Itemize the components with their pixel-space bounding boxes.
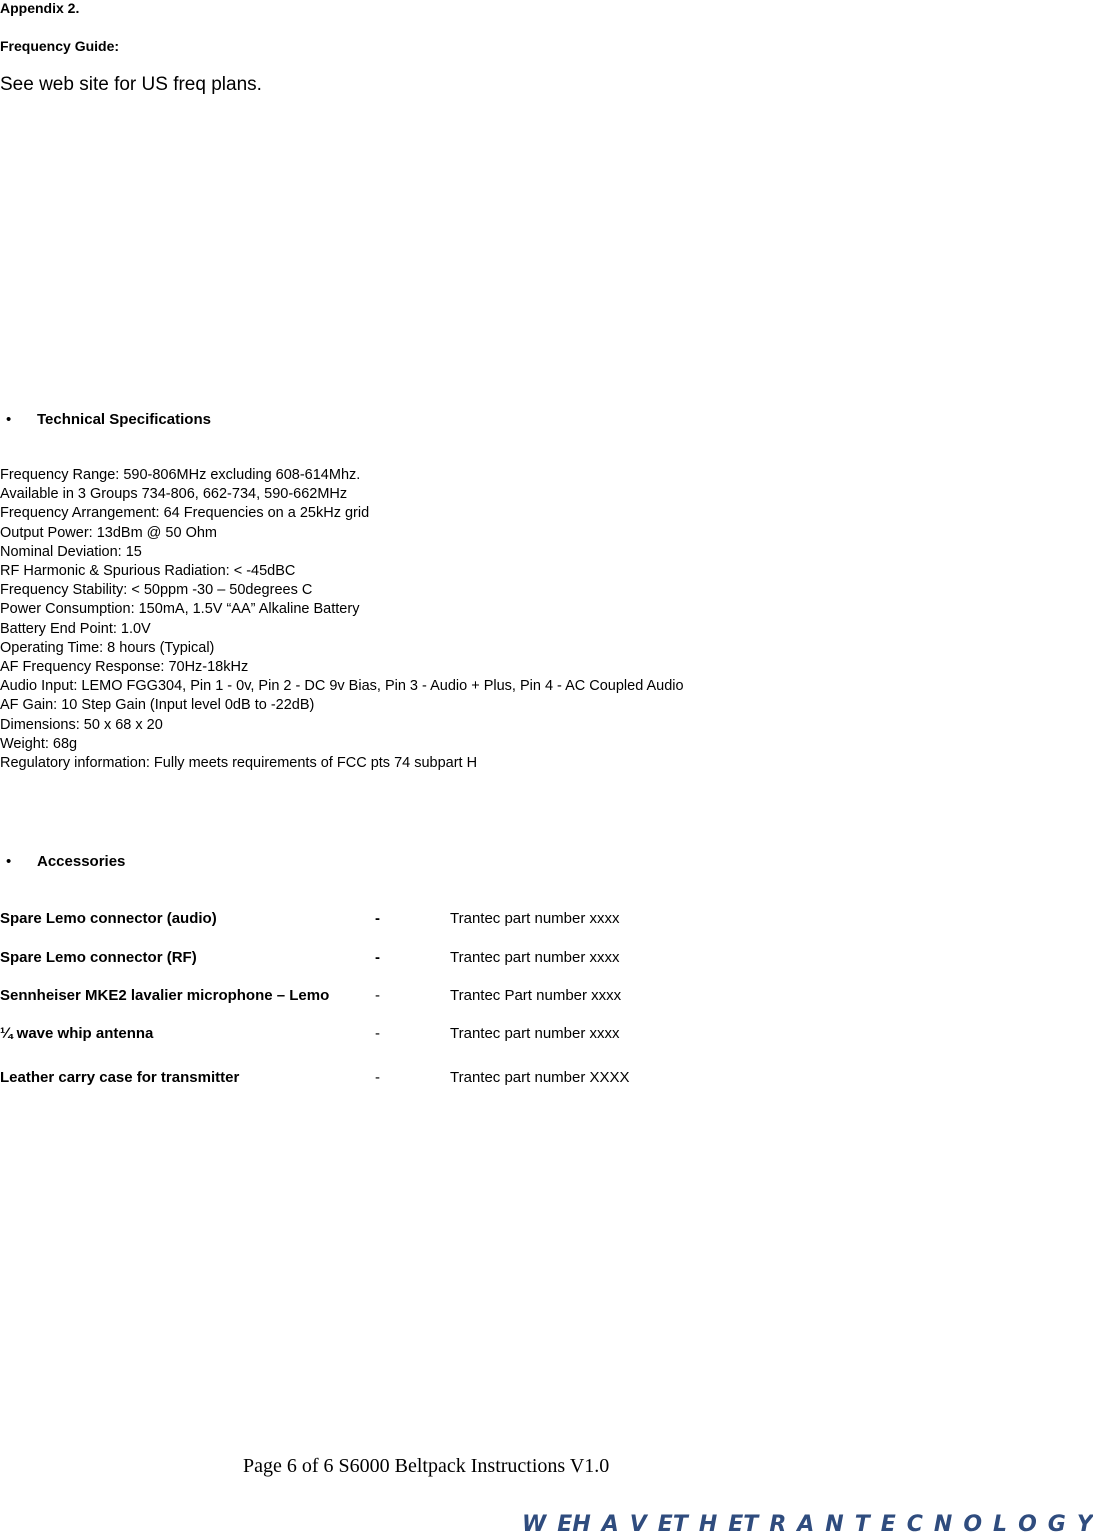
spec-line: Output Power: 13dBm @ 50 Ohm xyxy=(0,524,218,541)
slogan-letter: T xyxy=(854,1512,870,1537)
slogan-word xyxy=(743,1512,1092,1537)
accessory-name: ¼ wave whip antenna xyxy=(0,1025,154,1042)
slogan-letter: T xyxy=(672,1512,688,1537)
accessory-row xyxy=(0,949,900,969)
accessories-title: Accessories xyxy=(37,853,126,870)
accessory-part-number: Trantec Part number xxxx xyxy=(450,987,622,1004)
slogan-letter: H xyxy=(698,1512,718,1537)
slogan-letter: C xyxy=(906,1512,923,1537)
spec-line: Frequency Range: 590-806MHz excluding 608-614Mhz. xyxy=(0,467,361,483)
spec-line: Dimensions: 50 x 68 x 20 xyxy=(0,716,163,733)
slogan-letter: V xyxy=(629,1512,647,1537)
accessory-name: Leather carry case for transmitter xyxy=(0,1069,240,1086)
slogan-letter: W xyxy=(522,1512,547,1537)
slogan-letter: R xyxy=(769,1512,787,1537)
slogan-letter: T xyxy=(743,1512,759,1537)
technical-specifications-title: Technical Specifications xyxy=(37,411,211,428)
accessory-part-number: Trantec part number xxxx xyxy=(450,949,620,966)
spec-line: Power Consumption: 150mA, 1.5V “AA” Alkaline Battery xyxy=(0,601,360,618)
slogan-word xyxy=(673,1512,743,1537)
slogan-letter: A xyxy=(601,1512,619,1537)
accessory-dash: - xyxy=(375,1069,380,1086)
accessory-dash: - xyxy=(375,949,380,966)
spec-line: Frequency Stability: < 50ppm -30 – 50degrees C xyxy=(0,582,313,599)
bullet-icon: • xyxy=(6,853,12,870)
spec-line: Operating Time: 8 hours (Typical) xyxy=(0,639,215,656)
slogan-letter: O xyxy=(963,1512,983,1537)
slogan-letter: H xyxy=(572,1512,591,1537)
spec-line: Audio Input: LEMO FGG304, Pin 1 - 0v, Pin 2 - DC 9v Bias, Pin 3 - Audio + Plus, Pin 4 - AC Coupled Audio xyxy=(0,678,684,695)
slogan-letter: Y xyxy=(1076,1512,1093,1537)
spec-line: Nominal Deviation: 15 xyxy=(0,543,142,560)
slogan-letter: A xyxy=(797,1512,815,1537)
slogan-word xyxy=(522,1512,572,1537)
slogan-letter: N xyxy=(825,1512,844,1537)
slogan-letter: L xyxy=(993,1512,1008,1537)
accessory-part-number: Trantec part number xxxx xyxy=(450,1025,620,1042)
spec-line: Weight: 68g xyxy=(0,735,78,752)
spec-line: AF Frequency Response: 70Hz-18kHz xyxy=(0,659,249,676)
slogan-letter: E xyxy=(880,1512,896,1537)
accessory-name: Spare Lemo connector (audio) xyxy=(0,910,217,927)
accessory-row xyxy=(0,1025,900,1045)
slogan-letter: E xyxy=(557,1512,573,1537)
appendix-heading: Appendix 2. xyxy=(0,0,80,16)
technical-specifications-heading xyxy=(0,411,400,431)
accessory-part-number: Trantec part number XXXX xyxy=(450,1069,630,1086)
accessory-dash: - xyxy=(375,987,380,1004)
spec-line: Battery End Point: 1.0V xyxy=(0,620,151,637)
technical-specifications-list xyxy=(0,466,684,773)
accessory-row xyxy=(0,910,900,930)
slogan-word xyxy=(572,1512,673,1537)
accessory-row xyxy=(0,1069,900,1089)
slogan-letter: N xyxy=(933,1512,953,1537)
web-site-note: See web site for US freq plans. xyxy=(0,74,262,95)
spec-line: Available in 3 Groups 734-806, 662-734, 590-662MHz xyxy=(0,486,348,503)
spec-line: AF Gain: 10 Step Gain (Input level 0dB to -22dB) xyxy=(0,697,315,714)
spec-line: Frequency Arrangement: 64 Frequencies on a 25kHz grid xyxy=(0,505,370,522)
spec-line: Regulatory information: Fully meets requirements of FCC pts 74 subpart H xyxy=(0,755,478,772)
trantec-slogan-logo xyxy=(522,1512,1093,1537)
accessories-heading xyxy=(0,853,400,873)
accessory-dash: - xyxy=(375,1025,380,1042)
slogan-letter: G xyxy=(1047,1512,1066,1537)
slogan-letter: O xyxy=(1018,1512,1037,1537)
frequency-guide-heading: Frequency Guide: xyxy=(0,38,120,54)
page-footer: Page 6 of 6 S6000 Beltpack Instructions V1.0 xyxy=(243,1455,610,1477)
accessory-name: Sennheiser MKE2 lavalier microphone – Lemo xyxy=(0,987,330,1004)
accessory-row xyxy=(0,987,900,1007)
accessory-name: Spare Lemo connector (RF) xyxy=(0,949,197,966)
slogan-letter: E xyxy=(657,1512,673,1537)
slogan-letter: E xyxy=(728,1512,744,1537)
accessory-dash: - xyxy=(375,910,380,927)
accessory-part-number: Trantec part number xxxx xyxy=(450,910,620,927)
bullet-icon: • xyxy=(6,411,12,428)
spec-line: RF Harmonic & Spurious Radiation: < -45dBC xyxy=(0,563,296,580)
